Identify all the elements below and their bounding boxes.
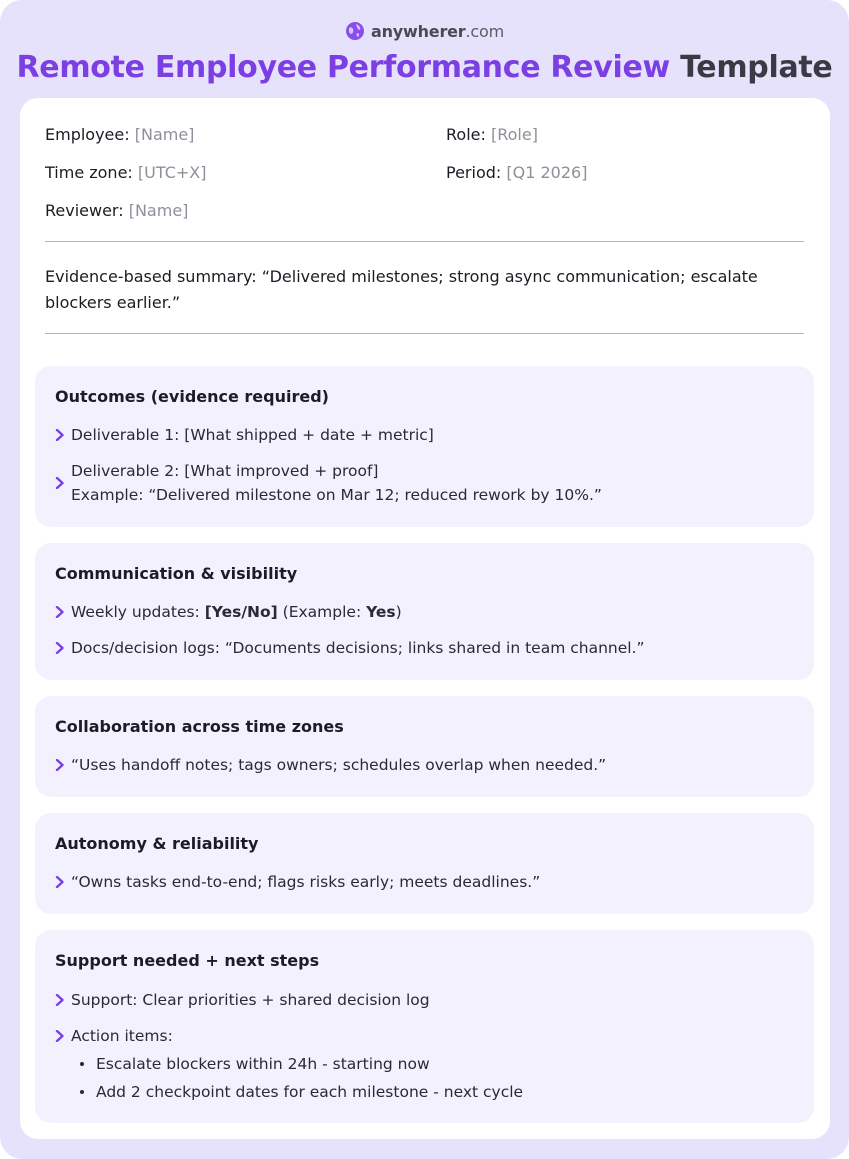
employee-value: [Name] bbox=[134, 125, 195, 144]
list-item: Docs/decision logs: “Documents decisions; links shared in team channel.” bbox=[55, 636, 645, 660]
title-accent: Remote Employee Performance Review bbox=[16, 50, 670, 85]
brand-header bbox=[0, 19, 849, 43]
role-value: [Role] bbox=[490, 125, 538, 144]
sub-list-item: Add 2 checkpoint dates for each milestone - next cycle bbox=[80, 1080, 523, 1104]
list-item: Support: Clear priorities + shared decision log bbox=[55, 988, 430, 1012]
meta-role: Role: [Role] bbox=[446, 125, 538, 144]
chevron-right-icon bbox=[55, 876, 65, 888]
section-collaboration bbox=[35, 696, 814, 797]
chevron-right-icon bbox=[55, 477, 65, 489]
evidence-summary: Evidence-based summary: “Delivered milestones; strong async communication; escalate blockers earlier.” bbox=[45, 267, 758, 312]
chevron-right-icon bbox=[55, 994, 65, 1006]
timezone-value: [UTC+X] bbox=[137, 163, 207, 182]
title-rest: Template bbox=[680, 50, 833, 85]
chevron-right-icon bbox=[55, 429, 65, 441]
chevron-right-icon bbox=[55, 606, 65, 618]
meta-employee: Employee: [Name] bbox=[45, 125, 195, 144]
section-title: Collaboration across time zones bbox=[55, 717, 344, 736]
divider bbox=[45, 333, 804, 334]
list-item: Weekly updates: [Yes/No] (Example: Yes) bbox=[55, 600, 402, 624]
review-card bbox=[20, 98, 830, 1139]
list-item: “Owns tasks end-to-end; flags risks early; meets deadlines.” bbox=[55, 870, 540, 894]
meta-reviewer: Reviewer: [Name] bbox=[45, 201, 189, 220]
list-item: Deliverable 1: [What shipped + date + metric] bbox=[55, 423, 434, 447]
period-value: [Q1 2026] bbox=[506, 163, 588, 182]
brand-name: anywherer.com bbox=[371, 21, 504, 41]
chevron-right-icon bbox=[55, 642, 65, 654]
meta-timezone: Time zone: [UTC+X] bbox=[45, 163, 207, 182]
section-title: Autonomy & reliability bbox=[55, 834, 259, 853]
sub-list-item: Escalate blockers within 24h - starting now bbox=[80, 1052, 430, 1076]
section-communication bbox=[35, 543, 814, 680]
list-item: Action items: bbox=[55, 1024, 173, 1048]
section-support bbox=[35, 930, 814, 1123]
section-title: Communication & visibility bbox=[55, 564, 298, 583]
summary-text: “Delivered milestones; strong async communication; escalate blockers earlier.” bbox=[45, 267, 758, 312]
meta-period: Period: [Q1 2026] bbox=[446, 163, 588, 182]
reviewer-value: [Name] bbox=[128, 201, 189, 220]
chevron-right-icon bbox=[55, 1030, 65, 1042]
section-autonomy bbox=[35, 813, 814, 914]
section-title: Support needed + next steps bbox=[55, 951, 320, 970]
list-item: “Uses handoff notes; tags owners; schedules overlap when needed.” bbox=[55, 753, 606, 777]
bullet-dot-icon bbox=[80, 1062, 84, 1066]
section-title: Outcomes (evidence required) bbox=[55, 387, 329, 406]
list-item: Deliverable 2: [What improved + proof] Example: “Delivered milestone on Mar 12; reduced rework by 10%.” bbox=[55, 459, 602, 507]
bullet-dot-icon bbox=[80, 1090, 84, 1094]
chevron-right-icon bbox=[55, 759, 65, 771]
section-outcomes bbox=[35, 366, 814, 527]
page-title bbox=[0, 50, 849, 85]
anywherer-logo-icon bbox=[345, 21, 365, 41]
divider bbox=[45, 241, 804, 242]
